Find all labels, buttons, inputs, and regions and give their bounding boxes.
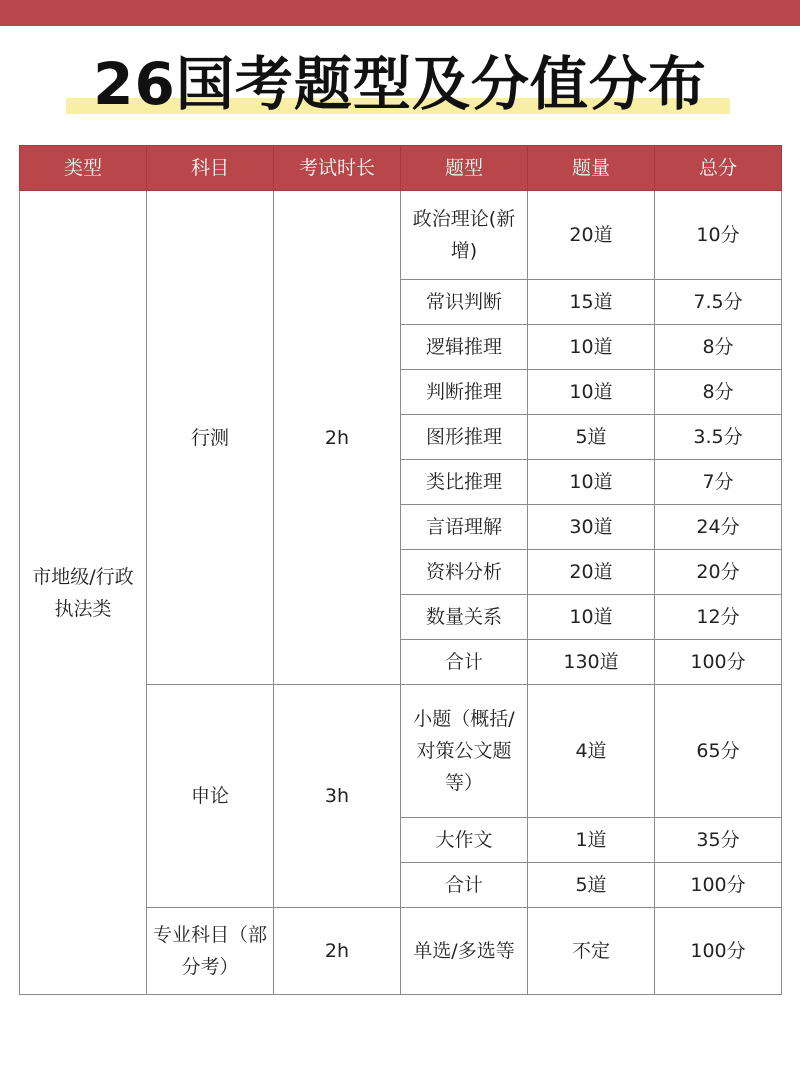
- subject-cell: 行测: [147, 191, 274, 685]
- type-cell: 政治理论(新增): [401, 191, 528, 280]
- header-question-type: 题型: [401, 146, 528, 191]
- type-cell: 言语理解: [401, 505, 528, 550]
- duration-cell: 3h: [274, 685, 401, 908]
- subject-cell: 专业科目（部分考）: [147, 908, 274, 995]
- score-cell: 65分: [655, 685, 782, 818]
- score-cell: 8分: [655, 370, 782, 415]
- count-cell: 10道: [528, 325, 655, 370]
- count-cell: 5道: [528, 415, 655, 460]
- score-cell: 100分: [655, 908, 782, 995]
- exam-table: [19, 145, 782, 995]
- score-cell: 7.5分: [655, 280, 782, 325]
- type-cell: 判断推理: [401, 370, 528, 415]
- count-cell: 10道: [528, 370, 655, 415]
- category-cell: 市地级/行政执法类: [20, 191, 147, 995]
- count-cell: 20道: [528, 191, 655, 280]
- type-cell: 大作文: [401, 818, 528, 863]
- table-row: [20, 191, 782, 280]
- type-cell: 合计: [401, 640, 528, 685]
- header-score: 总分: [655, 146, 782, 191]
- count-cell: 1道: [528, 818, 655, 863]
- count-cell: 5道: [528, 863, 655, 908]
- type-cell: 数量关系: [401, 595, 528, 640]
- header-category: 类型: [20, 146, 147, 191]
- top-banner-bar: [0, 0, 800, 26]
- type-cell: 逻辑推理: [401, 325, 528, 370]
- type-cell: 类比推理: [401, 460, 528, 505]
- page-title: 26国考题型及分值分布: [93, 50, 707, 118]
- count-cell: 30道: [528, 505, 655, 550]
- count-cell: 10道: [528, 595, 655, 640]
- score-cell: 100分: [655, 640, 782, 685]
- score-cell: 7分: [655, 460, 782, 505]
- count-cell: 不定: [528, 908, 655, 995]
- score-cell: 10分: [655, 191, 782, 280]
- count-cell: 15道: [528, 280, 655, 325]
- type-cell: 资料分析: [401, 550, 528, 595]
- subject-cell: 申论: [147, 685, 274, 908]
- score-cell: 100分: [655, 863, 782, 908]
- header-count: 题量: [528, 146, 655, 191]
- type-cell: 常识判断: [401, 280, 528, 325]
- score-cell: 24分: [655, 505, 782, 550]
- title-area: [0, 44, 800, 124]
- score-cell: 12分: [655, 595, 782, 640]
- count-cell: 130道: [528, 640, 655, 685]
- score-cell: 20分: [655, 550, 782, 595]
- header-duration: 考试时长: [274, 146, 401, 191]
- header-subject: 科目: [147, 146, 274, 191]
- count-cell: 4道: [528, 685, 655, 818]
- count-cell: 20道: [528, 550, 655, 595]
- count-cell: 10道: [528, 460, 655, 505]
- type-cell: 合计: [401, 863, 528, 908]
- score-cell: 8分: [655, 325, 782, 370]
- score-cell: 35分: [655, 818, 782, 863]
- type-cell: 图形推理: [401, 415, 528, 460]
- type-cell: 单选/多选等: [401, 908, 528, 995]
- type-cell: 小题（概括/对策公文题等）: [401, 685, 528, 818]
- duration-cell: 2h: [274, 908, 401, 995]
- duration-cell: 2h: [274, 191, 401, 685]
- table-header-row: [20, 146, 782, 191]
- score-cell: 3.5分: [655, 415, 782, 460]
